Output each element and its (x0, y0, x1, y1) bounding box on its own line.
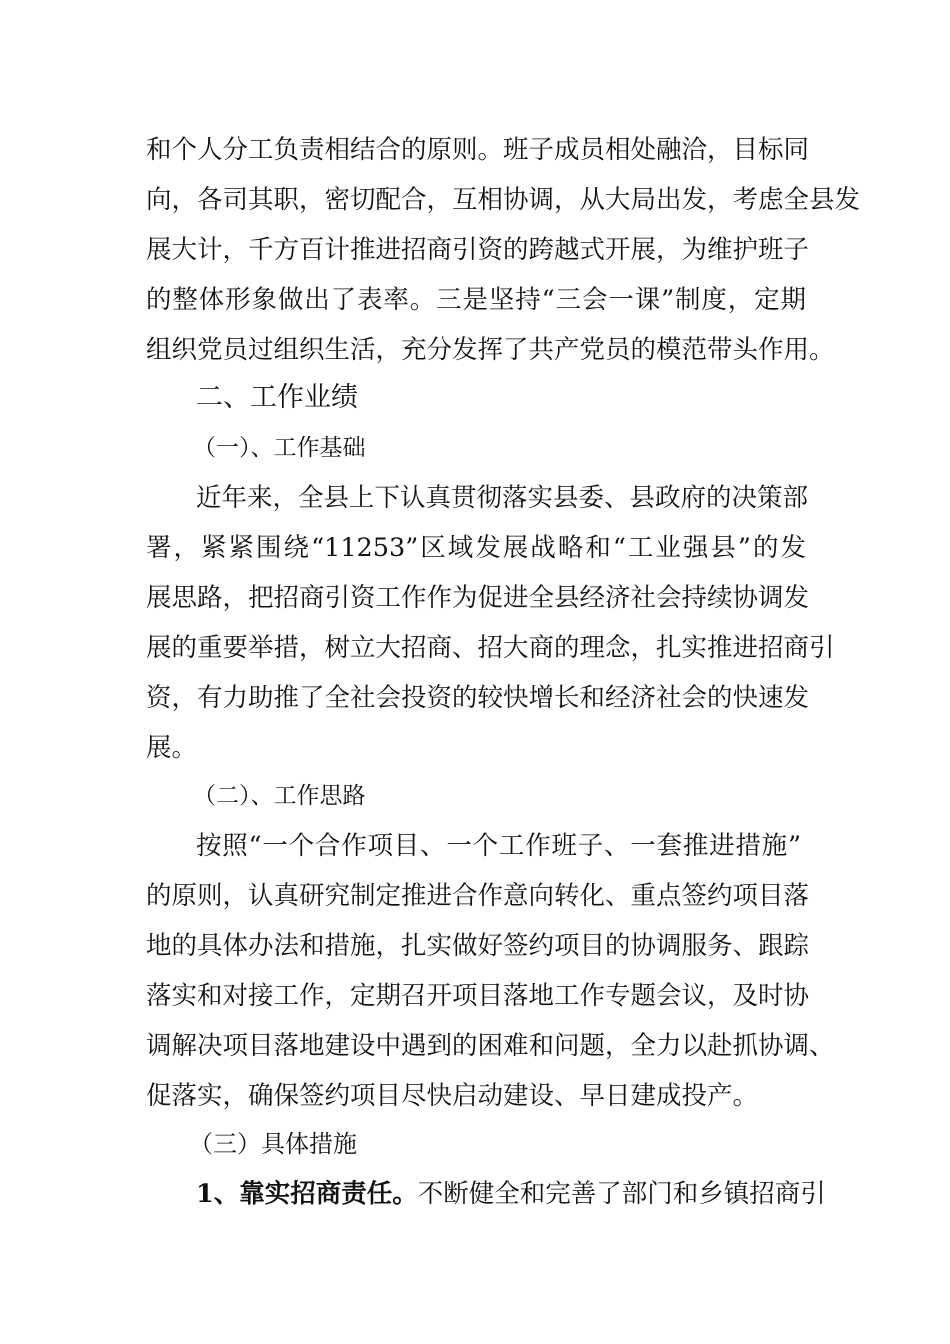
paragraph-line: 的原则，认真研究制定推进合作意向转化、重点签约项目落 (146, 881, 810, 911)
paragraph-line: 地的具体办法和措施，扎实做好签约项目的协调服务、跟踪 (146, 931, 810, 961)
paragraph-line: 展大计，千方百计推进招商引资的跨越式开展，为维护班子 (146, 235, 810, 265)
paragraph-line: 组织党员过组织生活，充分发挥了共产党员的模范带头作用。 (146, 335, 835, 365)
paragraph-line: 资，有力助推了全社会投资的较快增长和经济社会的快速发 (146, 683, 810, 713)
bold-lead: 1、靠实招商责任。 (196, 1179, 418, 1209)
paragraph-line: 展思路，把招商引资工作作为促进全县经济社会持续协调发 (146, 583, 810, 613)
paragraph-text: 不断健全和完善了部门和乡镇招商引 (417, 1179, 826, 1209)
section-heading: 二、工作业绩 (196, 382, 358, 413)
paragraph-line: 近年来，全县上下认真贯彻落实县委、县政府的决策部 (196, 483, 809, 513)
paragraph-line: 调解决项目落地建设中遇到的困难和问题，全力以赴抓协调、 (146, 1031, 835, 1061)
paragraph-line: 署，紧紧围绕“11253”区域发展战略和“工业强县”的发 (146, 533, 806, 563)
subsection-heading: （一）、工作基础 (193, 435, 366, 461)
paragraph-line (196, 1178, 826, 1210)
paragraph-line: 和个人分工负责相结合的原则。班子成员相处融洽，目标同 (146, 135, 810, 165)
paragraph-line: 向，各司其职，密切配合，互相协调，从大局出发，考虑全县发 (146, 185, 861, 215)
subsection-heading: （二）、工作思路 (193, 783, 366, 809)
paragraph-line: 促落实，确保签约项目尽快启动建设、早日建成投产。 (146, 1081, 759, 1111)
paragraph-line: 按照“一个合作项目、一个工作班子、一套推进措施” (196, 831, 801, 861)
paragraph-line: 的整体形象做出了表率。三是坚持“三会一课”制度，定期 (146, 285, 806, 315)
paragraph-line: 展的重要举措，树立大招商、招大商的理念，扎实推进招商引 (146, 633, 835, 663)
paragraph-line: 落实和对接工作，定期召开项目落地工作专题会议，及时协 (146, 981, 810, 1011)
paragraph-line: 展。 (146, 733, 198, 763)
subsection-heading: （三）具体措施 (189, 1130, 357, 1158)
